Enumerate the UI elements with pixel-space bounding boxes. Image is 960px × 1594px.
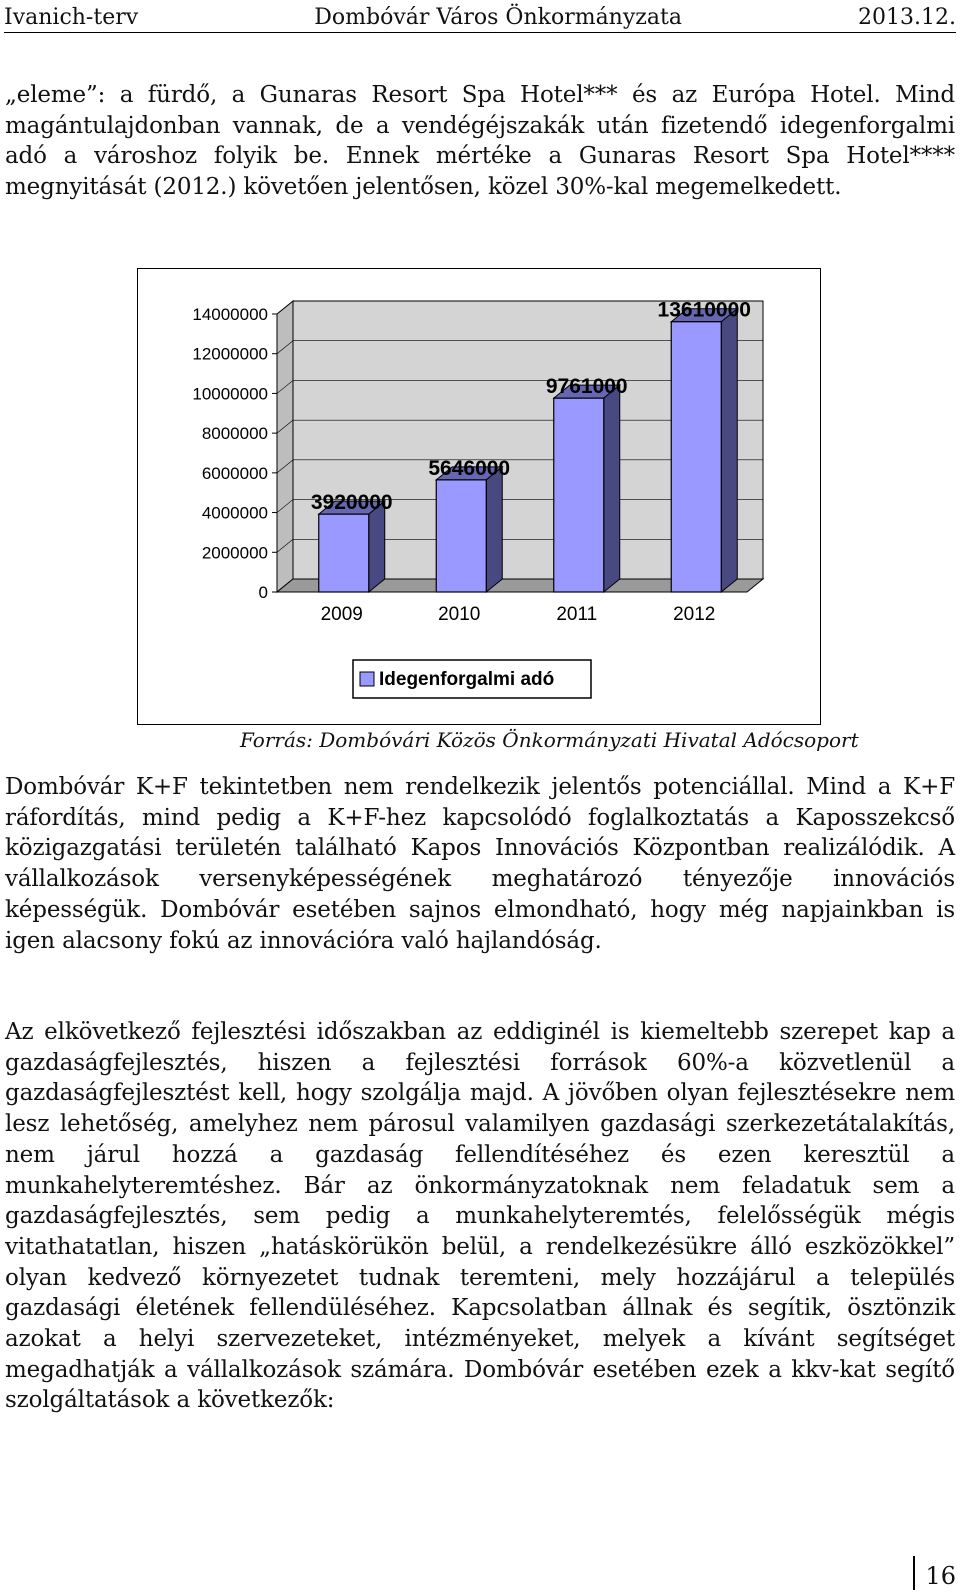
page-header xyxy=(4,2,956,33)
x-tick-label: 2011 xyxy=(556,604,598,625)
paragraph-rnd: Dombóvár K+F tekintetben nem rendelkezik jelentős potenciállal. Mind a K+F ráfordítás, mind pedig a K+F-hez kapcsolódó foglalkoztatás a Kaposszekcső közigazgatási területén található Kapos Innovációs Központban realizálódik. A vállalkozások versenyképességének meghatározó tényezője innovációs képességük. Dombóvár esetében sajnos elmondható, hogy még napjainkban is igen alacsony fokú az innovációra való hajlandóság. xyxy=(5,774,955,954)
chart-source: Forrás: Dombóvári Közös Önkormányzati Hivatal Adócsoport xyxy=(240,728,859,752)
y-tick-label: 12000000 xyxy=(192,344,268,364)
y-tick-label: 6000000 xyxy=(201,463,268,483)
tax-chart-svg xyxy=(138,269,822,726)
page-number: 16 xyxy=(925,1562,956,1590)
paragraph-tourism: „eleme”: a fürdő, a Gunaras Resort Spa Hotel*** és az Európa Hotel. Mind magántulajdonban vannak, de a vendégéjszakák után fizetendő idegenforgalmi adó a városhoz folyik be. Ennek mértéke a Gunaras Resort Spa Hotel**** megnyitását (2012.) követően jelentősen, közel 30%-kal megemelkedett. xyxy=(5,82,955,201)
x-tick-label: 2009 xyxy=(320,604,363,625)
y-tick-label: 8000000 xyxy=(201,424,268,444)
tax-chart xyxy=(137,268,821,725)
data-label: 5646000 xyxy=(428,456,511,480)
bar-side xyxy=(604,385,620,592)
y-tick-label: 4000000 xyxy=(201,503,268,523)
header-author: Ivanich-terv xyxy=(4,4,139,30)
bar xyxy=(671,322,721,592)
y-tick-label: 10000000 xyxy=(192,384,268,404)
y-tick-label: 0 xyxy=(258,583,268,602)
data-label: 3920000 xyxy=(310,491,393,515)
bar-side xyxy=(486,467,502,592)
legend-swatch xyxy=(360,672,374,686)
legend-label: Idegenforgalmi adó xyxy=(379,669,555,690)
header-organization: Dombóvár Város Önkormányzata xyxy=(314,4,682,30)
chart-side-wall xyxy=(277,301,293,592)
bar xyxy=(319,514,369,592)
y-tick-label: 14000000 xyxy=(192,305,268,324)
bar-side xyxy=(721,309,737,592)
page-number-rule xyxy=(913,1556,915,1590)
y-tick-label: 2000000 xyxy=(201,543,268,563)
data-label: 9761000 xyxy=(545,375,628,399)
x-tick-label: 2012 xyxy=(673,604,716,625)
data-label: 13610000 xyxy=(657,298,751,322)
bar xyxy=(436,480,486,592)
x-tick-label: 2010 xyxy=(438,604,481,625)
paragraph-economy: Az elkövetkező fejlesztési időszakban az eddiginél is kiemeltebb szerepet kap a gazdaságfejlesztés, hiszen a fejlesztési források 60%-a közvetlenül a gazdaságfejlesztést kell, hogy szolgálja majd. A jövőben olyan fejlesztésekre nem lesz lehetőség, amelyhez nem párosul valamilyen gazdasági szerkezetátalakítás, nem járul hozzá a gazdaság fellendítéséhez és ezen keresztül a munkahelyteremtéshez. Bár az önkormányzatoknak nem feladatuk sem a gazdaságfejlesztés, sem pedig a munkahelyteremtés, felelősségük mégis vitathatatlan, hiszen „hatáskörükön belül, a rendelkezésükre álló eszközökkel” olyan kedvező környezetet tudnak teremteni, mely hozzájárul a település gazdasági életének fellendüléséhez. Kapcsolatban állnak és segítik, ösztönzik azokat a helyi szervezeteket, intézményeket, melyek a kívánt segítséget megadhatják a vállalkozások számára. Dombóvár esetében ezek a kkv-kat segítő szolgáltatások a következők: xyxy=(5,1019,955,1414)
bar-side xyxy=(369,501,385,592)
bar xyxy=(554,398,604,592)
header-date: 2013.12. xyxy=(858,4,956,30)
page-footer xyxy=(913,1556,956,1590)
